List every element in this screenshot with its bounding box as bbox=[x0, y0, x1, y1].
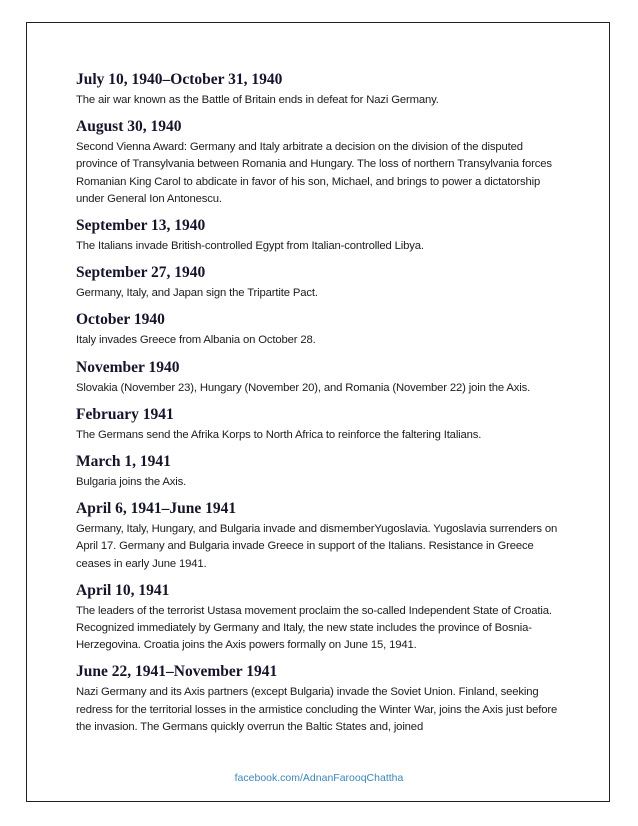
timeline-content bbox=[76, 70, 566, 744]
entry-text: The Germans send the Afrika Korps to North Africa to reinforce the faltering Italians. bbox=[76, 428, 482, 441]
entry-text: Germany, Italy, and Japan sign the Tripartite Pact. bbox=[76, 287, 318, 300]
timeline-entry bbox=[76, 405, 566, 444]
entry-text: Bulgaria joins the Axis. bbox=[76, 476, 187, 489]
entry-text: Nazi Germany and its Axis partners (except Bulgaria) invade the Soviet Union. Finland, seeking redress for the territorial losses in the armistice concluding the Winter War, joins the Axis just before the invasion. The Germans quickly overrun the Baltic States and, joined bbox=[76, 686, 558, 733]
entry-text: The Italians invade British-controlled Egypt from Italian-controlled Libya. bbox=[76, 240, 424, 253]
entry-text: The air war known as the Battle of Britain ends in defeat for Nazi Germany. bbox=[76, 94, 439, 106]
entry-text: Italy invades Greece from Albania on October 28. bbox=[76, 334, 316, 347]
entry-date: October 1940 bbox=[76, 311, 165, 329]
entry-date: June 22, 1941–November 1941 bbox=[76, 663, 278, 681]
entry-text: Slovakia (November 23), Hungary (November 20), and Romania (November 22) join the Axis. bbox=[76, 381, 531, 394]
timeline-entry bbox=[76, 662, 566, 736]
timeline-entry bbox=[76, 117, 566, 208]
entry-date: March 1, 1941 bbox=[76, 453, 171, 471]
entry-date: July 10, 1940–October 31, 1940 bbox=[76, 71, 283, 88]
timeline-entry bbox=[76, 310, 566, 349]
timeline-entry bbox=[76, 452, 566, 491]
entry-date: September 27, 1940 bbox=[76, 264, 206, 282]
timeline-entry bbox=[76, 581, 566, 655]
entry-date: April 6, 1941–June 1941 bbox=[76, 500, 237, 518]
timeline-entry bbox=[76, 70, 566, 109]
entry-date: November 1940 bbox=[76, 358, 180, 376]
footer-link[interactable]: facebook.com/AdnanFarooqChattha bbox=[234, 772, 404, 784]
timeline-entry bbox=[76, 263, 566, 302]
entry-date: September 13, 1940 bbox=[76, 217, 206, 235]
timeline-entry bbox=[76, 358, 566, 397]
entry-text: Germany, Italy, Hungary, and Bulgaria invade and dismemberYugoslavia. Yugoslavia surrenders on April 17. Germany and Bulgaria invade Greece in support of the Italians. Resistance in Greece ceases in early June 1941. bbox=[76, 523, 558, 570]
entry-date: August 30, 1940 bbox=[76, 118, 182, 136]
entry-date: April 10, 1941 bbox=[76, 581, 170, 599]
timeline-entry bbox=[76, 216, 566, 255]
entry-text: Second Vienna Award: Germany and Italy arbitrate a decision on the division of the disputed province of Transylvania between Romania and Hungary. The loss of northern Transylvania forces Romanian King Carol to abdicate in favor of his son, Michael, and brings to power a dictatorship under General Ion Antonescu. bbox=[76, 141, 552, 205]
timeline-entry bbox=[76, 499, 566, 573]
entry-text: The leaders of the terrorist Ustasa movement proclaim the so-called Independent State of Croatia. Recognized immediately by Germany and Italy, the new state includes the province of Bosnia-Herzegovina. Croatia joins the Axis powers formally on June 15, 1941. bbox=[76, 604, 552, 652]
entry-date: February 1941 bbox=[76, 405, 174, 423]
